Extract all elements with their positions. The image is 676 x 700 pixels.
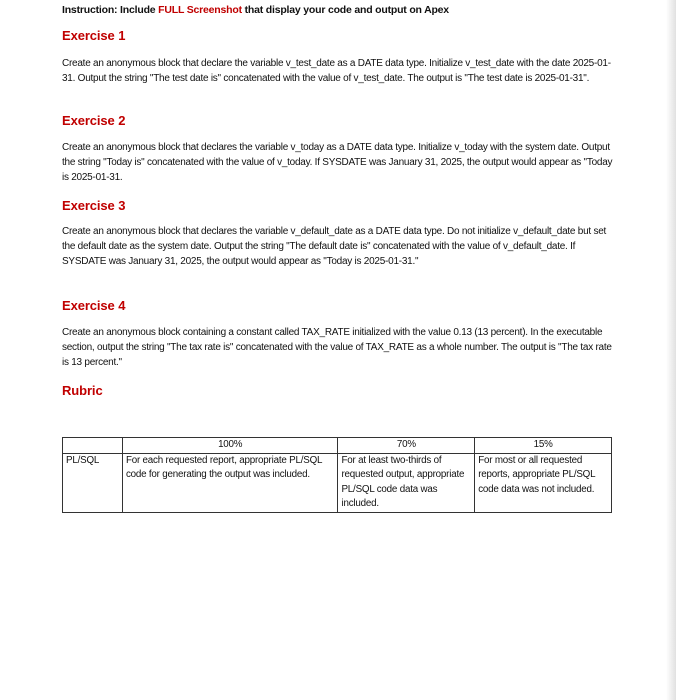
instruction-suffix: that display your code and output on Apex	[241, 4, 449, 16]
rubric-header-15: 15%	[475, 438, 612, 454]
rubric-header-blank	[63, 438, 123, 454]
exercise-1-text: Create an anonymous block that declare the variable v_test_date as a DATE data type. Initialize v_test_date with the date 2025-01-31. Output the string "The test date is" concatenated with the value of v_test_date. The output is "The test date is 2025-01-31".	[62, 58, 611, 84]
rubric-cell-15: For most or all requested reports, appropriate PL/SQL code data was not included.	[475, 453, 612, 512]
rubric-header-70: 70%	[338, 438, 475, 454]
rubric-table	[62, 437, 612, 513]
rubric-title: Rubric	[62, 383, 103, 398]
page-edge-shadow	[666, 0, 676, 700]
exercise-4-title: Exercise 4	[62, 298, 126, 313]
exercise-1-title: Exercise 1	[62, 28, 126, 43]
rubric-cell-100: For each requested report, appropriate PL/SQL code for generating the output was included.	[122, 453, 338, 512]
exercise-2-text: Create an anonymous block that declares the variable v_today as a DATE data type. Initialize v_today with the system date. Output the string "Today is" concatenated with the value of v_today. If SYSDATE was January 31, 2025, the output would appear as "Today is 2025-01-31.	[62, 142, 613, 183]
instruction-prefix: Instruction: Include	[62, 4, 159, 16]
exercise-3-text: Create an anonymous block that declares the variable v_default_date as a DATE data type. Do not initialize v_default_date but set the default date as the system date. Output the string "The default date is" concatenated with the value of v_default_date. If SYSDATE was January 31, 2025, the output would appear as "Today is 2025-01-31."	[62, 226, 607, 267]
instruction-line	[62, 4, 449, 16]
rubric-row-plsql	[63, 453, 612, 512]
rubric-cell-70: For at least two-thirds of requested output, appropriate PL/SQL code data was included.	[338, 453, 475, 512]
rubric-header-100: 100%	[122, 438, 338, 454]
rubric-header-row	[63, 438, 612, 454]
instruction-highlight: FULL Screenshot	[158, 4, 242, 16]
rubric-row-label: PL/SQL	[63, 453, 123, 512]
exercise-4-text: Create an anonymous block containing a constant called TAX_RATE initialized with the value 0.13 (13 percent). In the executable section, output the string "The tax rate is" concatenated with the value of TAX_RATE as a whole number. The output is "The tax rate is 13 percent."	[62, 327, 612, 368]
exercise-2-title: Exercise 2	[62, 113, 126, 128]
exercise-3-title: Exercise 3	[62, 198, 126, 213]
